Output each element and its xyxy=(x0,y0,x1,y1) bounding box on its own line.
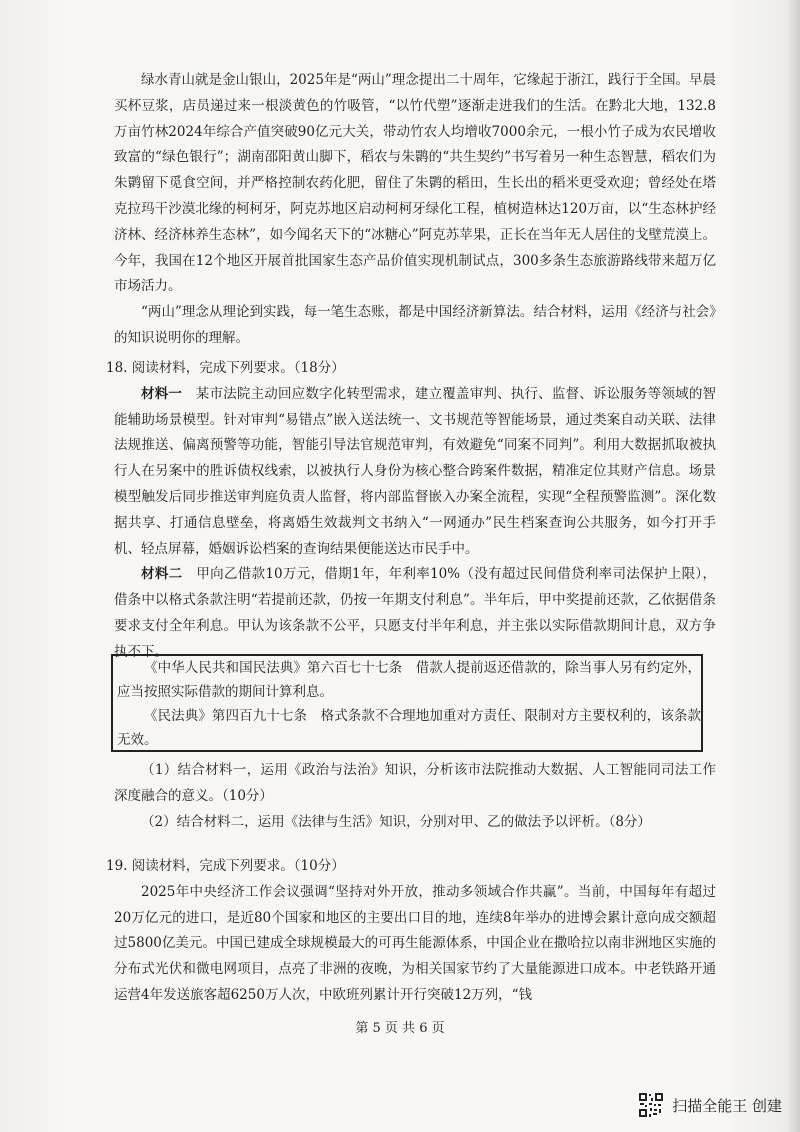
q19-material-text: 2025年中央经济工作会议强调“坚持对外开放，推动多领域合作共赢”。当前，中国每年有超过20万亿元的进口，是近80个国家和地区的主要出口目的地，连续8年举办的进博会累计意向成交额超过5800亿美元。中国已建成全球规模最大的可再生能源体系，中国企业在撒哈拉以南非洲地区实施的分布式光伏和微电网项目，点亮了非洲的夜晚，为相关国家节约了大量能源进口成本。中老铁路开通运营4年发送旅客超6250万人次，中欧班列累计开行突破12万列，“钱 xyxy=(114,883,716,1003)
qr-code-icon xyxy=(638,1092,664,1118)
question-18 xyxy=(106,356,717,666)
question-17-material xyxy=(114,68,716,352)
law-article-677: 《中华人民共和国民法典》第六百七十七条 借款人提前返还借款的，除当事人另有约定外，应当按照实际借款的期间计算利息。 xyxy=(117,660,701,700)
q19-heading: 19. 阅读材料，完成下列要求。（10分） xyxy=(106,858,345,874)
question-19 xyxy=(106,854,716,1009)
q18-sub-2: （2）结合材料二，运用《法律与生活》知识，分别对甲、乙的做法予以评析。（8分） xyxy=(141,813,651,830)
law-excerpt-box xyxy=(111,654,703,752)
page-edge-shadow xyxy=(786,0,800,1132)
material-1-label: 材料一 xyxy=(141,385,183,402)
question-18-subquestions xyxy=(114,758,716,835)
q17-material-text: 绿水青山就是金山银山，2025年是“两山”理念提出二十周年，它缘起于浙江，践行于全国。早晨买杯豆浆，店员递过来一根淡黄色的竹吸管，“以竹代塑”逐渐走进我们的生活。在黔北大地，132.8万亩竹林2024年综合产值突破90亿元大关，带动竹农人均增收7000余元，一根小竹子成为农民增收致富的“绿色银行”；湖南邵阳黄山脚下，稻农与朱鹮的“共生契约”书写着另一种生态智慧，稻农们为朱鹮留下觅食空间，并严格控制农药化肥，留住了朱鹮的稻田，生长出的稻米更受欢迎；曾经处在塔克拉玛干沙漠北缘的柯柯牙，阿克苏地区启动柯柯牙绿化工程，植树造林达120万亩，以“生态林护经济林、经济林养生态林”，如今闻名天下的“冰糖心”阿克苏苹果，正长在当年无人居住的戈壁荒漠上。今年，我国在12个地区开展首批国家生态产品价值实现机制试点，300多条生态旅游路线带来超万亿市场活力。 xyxy=(114,72,716,295)
scanner-watermark xyxy=(638,1092,782,1118)
q18-heading: 18. 阅读材料，完成下列要求。（18分） xyxy=(106,360,345,376)
scanner-label: 扫描全能王 创建 xyxy=(672,1096,782,1115)
q18-material-1 xyxy=(114,382,716,563)
q18-material-2 xyxy=(114,562,716,665)
material-2-label: 材料二 xyxy=(141,566,183,583)
q18-sub-1: （1）结合材料一，运用《政治与法治》知识，分析该市法院推动大数据、人工智能同司法工作深度融合的意义。（10分） xyxy=(114,762,716,804)
law-article-497: 《民法典》第四百九十七条 格式条款不合理地加重对方责任、限制对方主要权利的，该条款无效。 xyxy=(117,708,701,748)
q17-question: “两山”理念从理论到实践，每一笔生态账，都是中国经济新算法。结合材料，运用《经济与社会》的知识说明你的理解。 xyxy=(114,304,716,346)
material-2-text: 甲向乙借款10万元，借期1年，年利率10%（没有超过民间借贷利率司法保护上限），借条中以格式条款注明“若提前还款，仍按一年期支付利息”。半年后，甲中奖提前还款，乙依据借条要求支付全年利息。甲认为该条款不公平，只愿支付半年利息，并主张以实际借款期间计息，双方争执不下。 xyxy=(114,566,717,660)
material-1-text: 某市法院主动回应数字化转型需求，建立覆盖审判、执行、监督、诉讼服务等领域的智能辅助场景模型。针对审判“易错点”嵌入送法统一、文书规范等智能场景，通过类案自动关联、法律法规推送、偏离预警等功能，智能引导法官规范审判，有效避免“同案不同判”。利用大数据抓取被执行人在另案中的胜诉债权线索，以被执行人身份为核心整合跨案件数据，精准定位其财产信息。场景模型触发后同步推送审判庭负责人监督，将内部监督嵌入办案全流程，实现“全程预警监测”。深化数据共享、打通信息壁垒，将离婚生效裁判文书纳入“一网通办”民生档案查询公共服务，如今打开手机、轻点屏幕，婚姻诉讼档案的查询结果便能送达市民手中。 xyxy=(114,385,717,557)
page-number: 第 5 页 共 6 页 xyxy=(355,1021,445,1036)
